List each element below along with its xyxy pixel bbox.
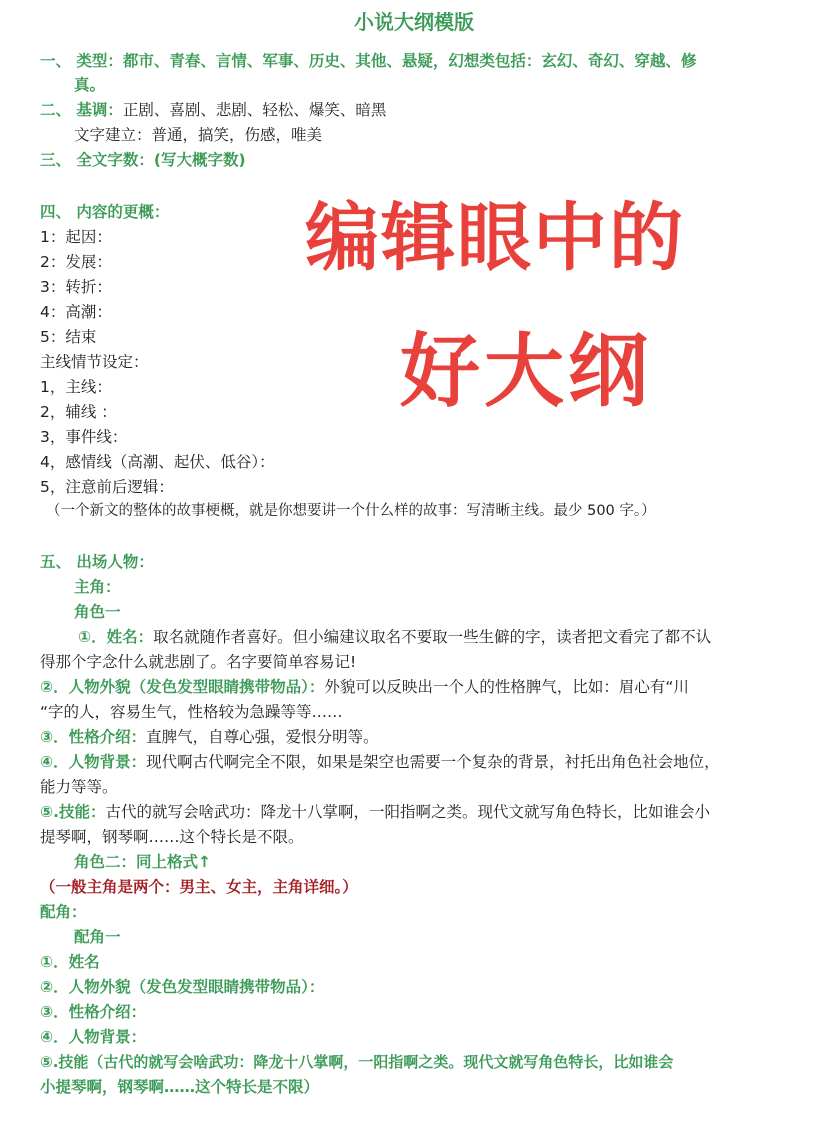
- role-1-appearance: [40, 676, 689, 698]
- main-plot-title: 主线情节设定：: [40, 353, 149, 371]
- section-2-tone: [40, 99, 386, 121]
- name-label: ①．姓名：: [78, 628, 154, 646]
- section-2-text: 正剧、喜剧、悲剧、轻松、爆笑、暗黑: [122, 101, 387, 119]
- section-4-item-1: 1：起因：: [40, 228, 112, 246]
- section-4-item-4: 4：高潮：: [40, 303, 112, 321]
- supporting-background: ④．人物背景：: [40, 1028, 147, 1046]
- supporting-skills: ⑤.技能（古代的就写会啥武功：降龙十八掌啊，一阳指啊之类。现代文就写角色特长，比如谁会: [40, 1053, 674, 1071]
- personality-label: ③．性格介绍：: [40, 728, 147, 746]
- section-4-item-3: 3：转折：: [40, 278, 112, 296]
- personality-text: 直脾气，自尊心强，爱恨分明等。: [146, 728, 379, 746]
- name-continuation: 得那个字念什么就悲剧了。名字要简单容易记!: [40, 653, 357, 671]
- skills-label: ⑤.技能：: [40, 803, 106, 821]
- main-plot-item-5: 5，注意前后逻辑：: [40, 478, 174, 496]
- name-text: 取名就随作者喜好。但小编建议取名不要取一些生僻的字，读者把文看完了都不认: [153, 628, 712, 646]
- appearance-text: 外貌可以反映出一个人的性格脾气，比如：眉心有“川: [324, 678, 689, 696]
- section-1-type: [40, 50, 696, 72]
- background-text: 现代啊古代啊完全不限，如果是架空也需要一个复杂的背景，衬托出角色社会地位，: [146, 753, 720, 771]
- document-title: 小说大纲模版: [354, 10, 474, 34]
- role-1-label: 角色一: [74, 603, 121, 621]
- main-plot-item-3: 3，事件线：: [40, 428, 128, 446]
- section-4-item-5: 5：结束: [40, 328, 97, 346]
- main-plot-item-1: 1，主线：: [40, 378, 112, 396]
- role-2-label: 角色二：同上格式↑: [74, 853, 211, 871]
- section-5-label: 五、 出场人物：: [40, 553, 154, 571]
- section-2-sub: 文字建立：普通，搞笑，伤感，唯美: [74, 126, 323, 144]
- main-plot-item-4: 4，感情线（高潮、起伏、低谷）：: [40, 453, 275, 471]
- supporting-personality: ③．性格介绍：: [40, 1003, 147, 1021]
- supporting-label: 配角：: [40, 903, 87, 921]
- appearance-label: ②．人物外貌（发色发型眼睛携带物品）：: [40, 678, 325, 696]
- section-1-text: 都市、青春、言情、军事、历史、其他、悬疑，幻想类包括：玄幻、奇幻、穿越、修: [122, 52, 697, 70]
- supporting-skills-continuation: 小提琴啊，钢琴啊……这个特长是不限）: [40, 1078, 320, 1096]
- section-1-continuation: 真。: [74, 76, 106, 94]
- skills-text: 古代的就写会啥武功：降龙十八掌啊，一阳指啊之类。现代文就写角色特长，比如谁会小: [105, 803, 711, 821]
- supporting-appearance: ②．人物外貌（发色发型眼睛携带物品）：: [40, 978, 325, 996]
- role-1-name: [78, 626, 711, 648]
- section-2-label: 二、 基调：: [40, 101, 123, 119]
- supporting-role-1-label: 配角一: [74, 928, 121, 946]
- main-plot-item-2: 2，辅线 ：: [40, 403, 117, 421]
- section-4-label: 四、 内容的更概：: [40, 203, 170, 221]
- background-continuation: 能力等等。: [40, 778, 118, 796]
- role-1-background: [40, 751, 720, 773]
- lead-count-note: （一般主角是两个：男主、女主，主角详细。）: [40, 878, 358, 896]
- overlay-headline-line-2: 好大纲: [400, 325, 652, 418]
- appearance-continuation: “字的人，容易生气，性格较为急躁等等……: [40, 703, 343, 721]
- background-label: ④．人物背景：: [40, 753, 147, 771]
- role-1-skills: [40, 801, 710, 823]
- overlay-headline-line-1: 编辑眼中的: [305, 195, 685, 281]
- skills-continuation: 提琴啊，钢琴啊……这个特长是不限。: [40, 828, 304, 846]
- role-1-personality: [40, 726, 379, 748]
- synopsis-note: （一个新文的整体的故事梗概，就是你想要讲一个什么样的故事：写清晰主线。最少 500 字。）: [46, 503, 656, 519]
- section-1-label: 一、 类型：: [40, 52, 123, 70]
- section-4-item-2: 2：发展：: [40, 253, 112, 271]
- lead-label: 主角：: [74, 578, 121, 596]
- supporting-name: ①．姓名: [40, 953, 100, 971]
- section-3-wordcount: 三、 全文字数：(写大概字数): [40, 151, 246, 169]
